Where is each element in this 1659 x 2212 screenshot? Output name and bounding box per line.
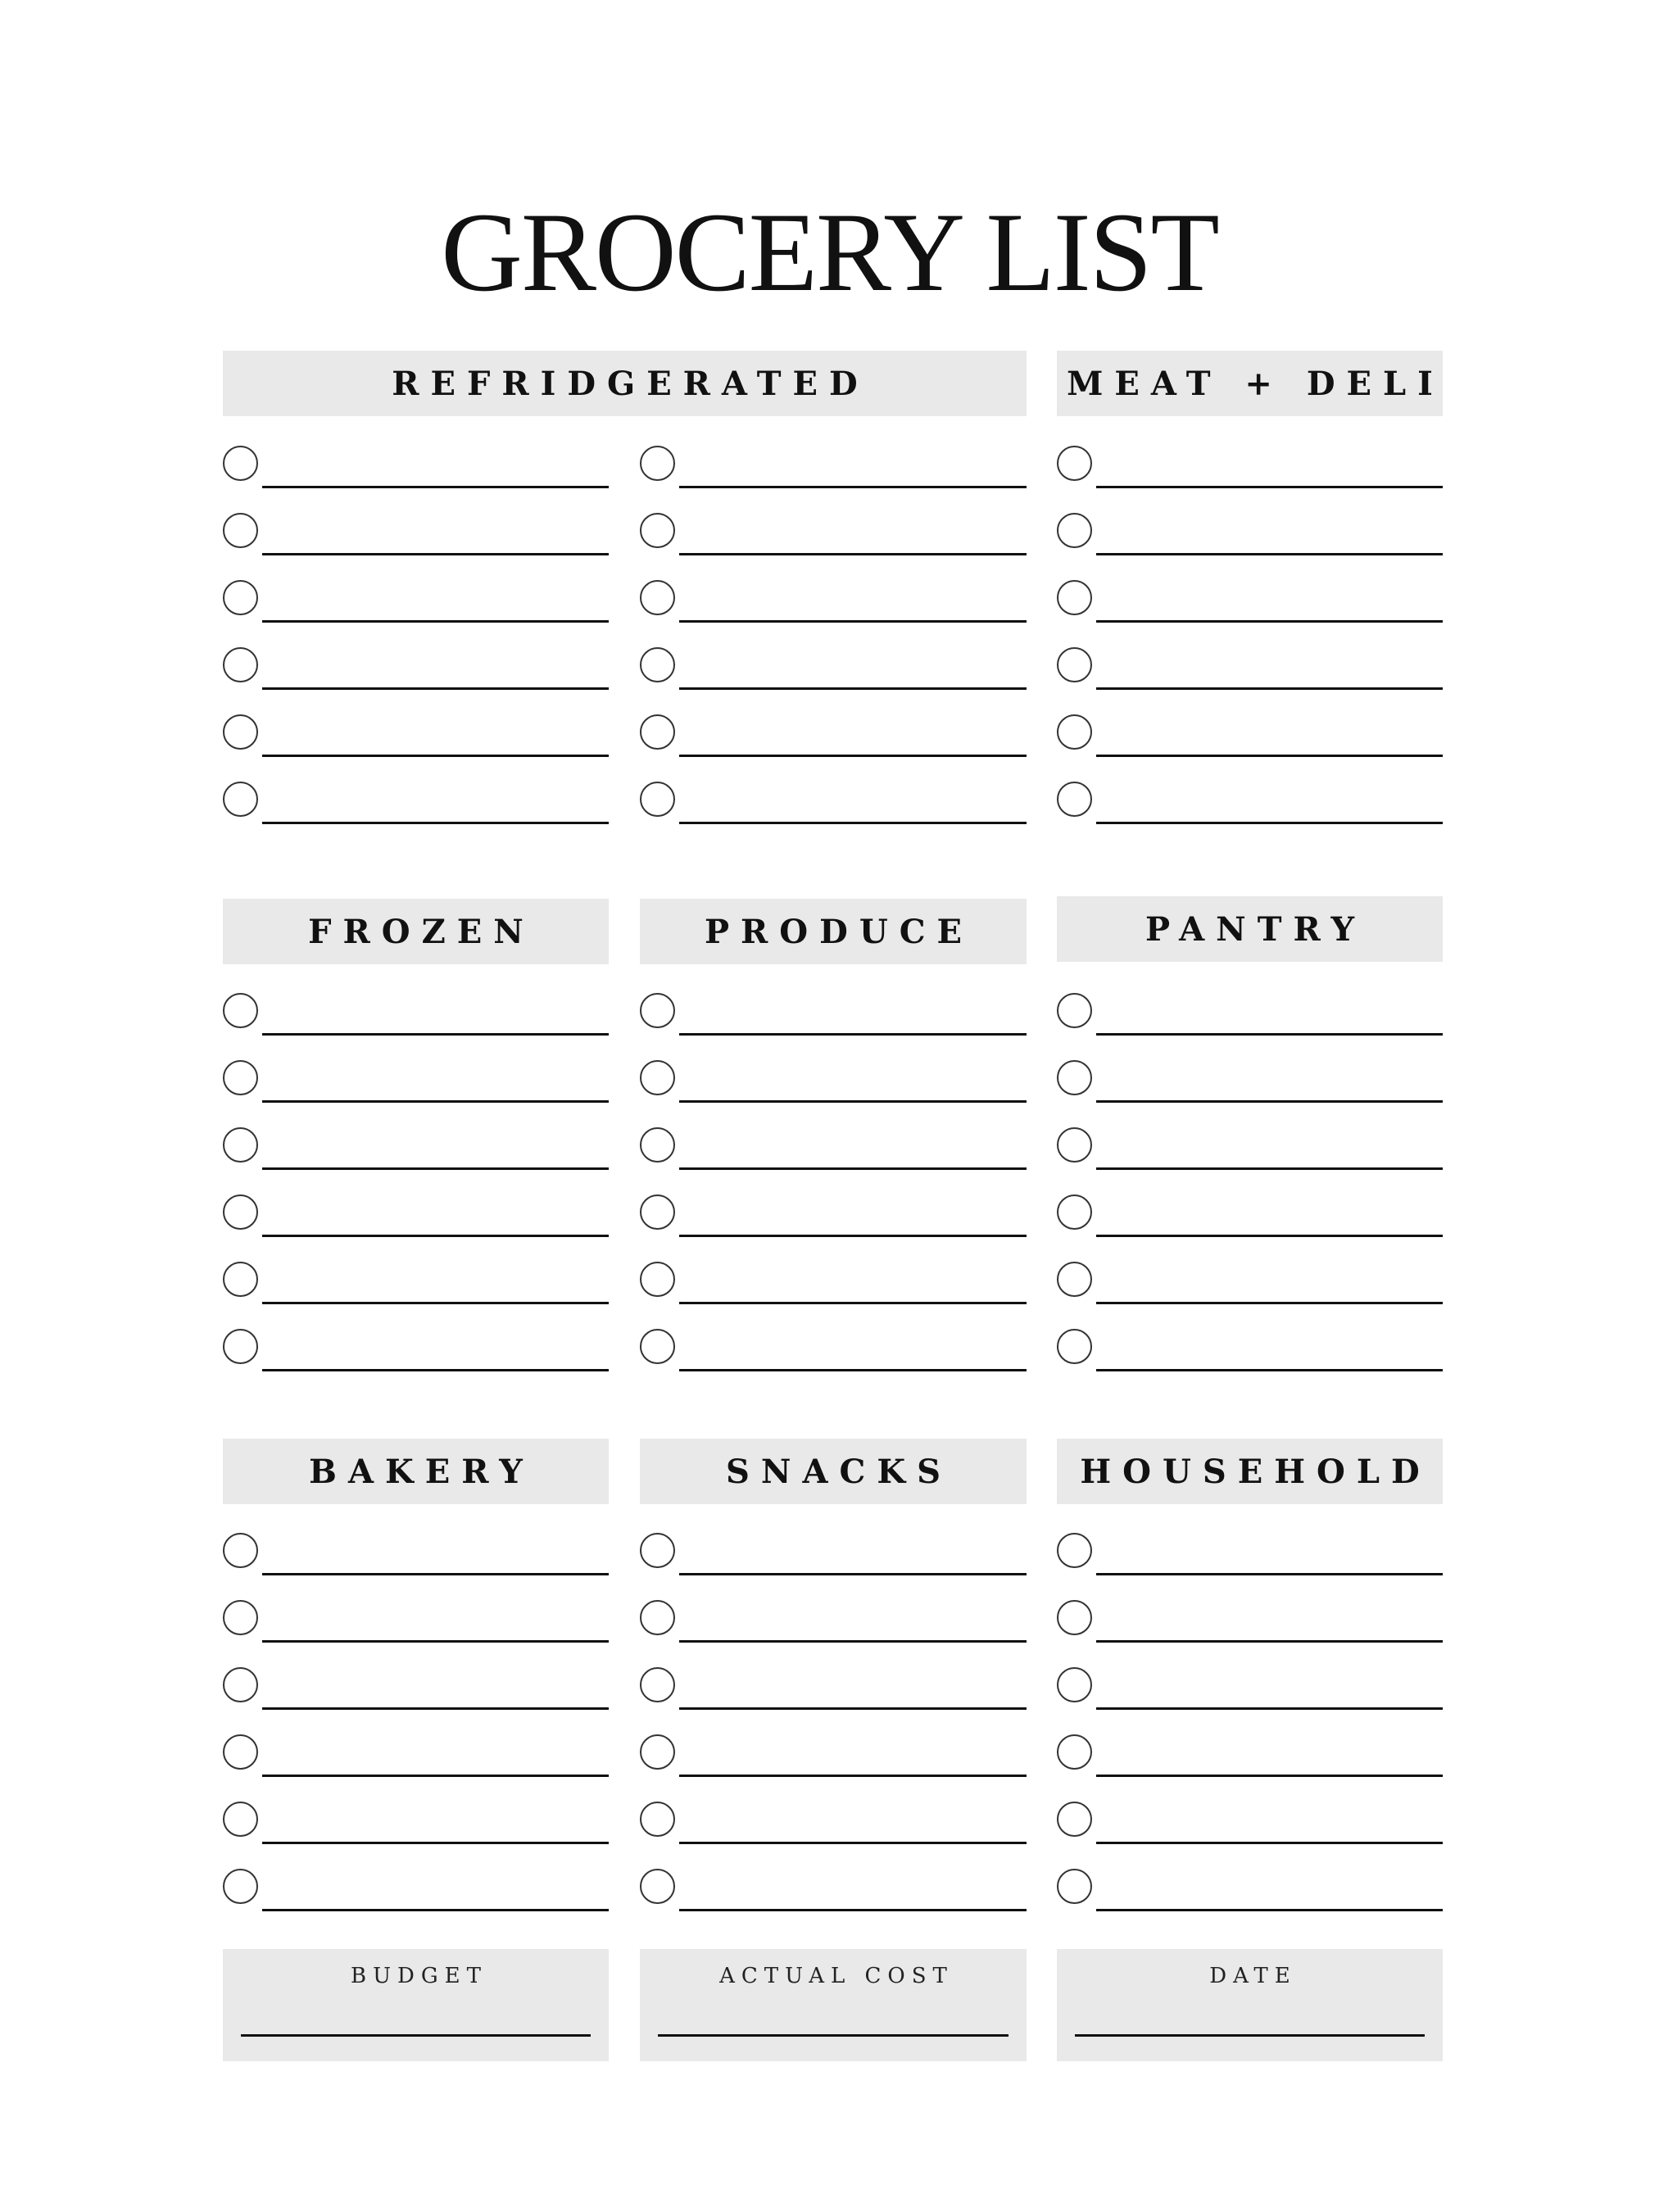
checkbox-circle[interactable]: [223, 1060, 258, 1095]
write-line[interactable]: [262, 822, 609, 824]
write-line[interactable]: [262, 553, 609, 555]
date-label: DATE: [1209, 1964, 1297, 1988]
checkbox-circle[interactable]: [1057, 1194, 1092, 1230]
checkbox-circle[interactable]: [1057, 1127, 1092, 1163]
write-line[interactable]: [262, 755, 609, 757]
write-line[interactable]: [1096, 1707, 1443, 1710]
checklist-item-frozen: [223, 1194, 609, 1237]
checkbox-circle[interactable]: [223, 1734, 258, 1770]
checkbox-circle[interactable]: [1057, 446, 1092, 481]
checkbox-circle[interactable]: [223, 647, 258, 682]
checkbox-circle[interactable]: [1057, 513, 1092, 548]
budget-label: BUDGET: [351, 1964, 487, 1988]
write-line[interactable]: [1096, 1775, 1443, 1777]
write-line[interactable]: [262, 620, 609, 623]
write-line[interactable]: [1096, 1573, 1443, 1575]
checklist-item-bakery: [223, 1533, 609, 1575]
checkbox-circle[interactable]: [1057, 1262, 1092, 1297]
checkbox-circle[interactable]: [1057, 1060, 1092, 1095]
checkbox-circle[interactable]: [640, 1060, 675, 1095]
write-line[interactable]: [1096, 755, 1443, 757]
checklist-item-refrigerated: [223, 446, 609, 488]
write-line[interactable]: [679, 553, 1027, 555]
section-header-frozen: FROZEN: [223, 899, 609, 964]
checkbox-circle[interactable]: [1057, 993, 1092, 1028]
write-line[interactable]: [1096, 1909, 1443, 1911]
budget-write-line[interactable]: [241, 2034, 591, 2037]
checkbox-circle[interactable]: [1057, 1600, 1092, 1635]
checklist-item-frozen: [223, 1329, 609, 1371]
write-line[interactable]: [679, 687, 1027, 690]
write-line[interactable]: [679, 1369, 1027, 1371]
checkbox-circle[interactable]: [640, 714, 675, 750]
actual-cost-label: ACTUAL COST: [719, 1964, 954, 1988]
checkbox-circle[interactable]: [1057, 1802, 1092, 1837]
checkbox-circle[interactable]: [223, 993, 258, 1028]
write-line[interactable]: [262, 1033, 609, 1036]
checkbox-circle[interactable]: [1057, 714, 1092, 750]
checklist-item-household: [1057, 1533, 1443, 1575]
date-write-line[interactable]: [1075, 2034, 1425, 2037]
checklist-item-bakery: [223, 1869, 609, 1911]
checklist-item-snacks: [640, 1869, 1027, 1911]
write-line[interactable]: [679, 1775, 1027, 1777]
checkbox-circle[interactable]: [640, 1329, 675, 1364]
write-line[interactable]: [262, 1775, 609, 1777]
section-header-produce: PRODUCE: [640, 899, 1027, 964]
checkbox-circle[interactable]: [223, 714, 258, 750]
write-line[interactable]: [679, 1167, 1027, 1170]
budget-box: [223, 1949, 609, 2061]
checklist-item-produce: [640, 1329, 1027, 1371]
checklist-item-bakery: [223, 1600, 609, 1643]
checklist-item-snacks: [640, 1667, 1027, 1710]
checkbox-circle[interactable]: [223, 1194, 258, 1230]
write-line[interactable]: [262, 1640, 609, 1643]
write-line[interactable]: [262, 486, 609, 488]
checkbox-circle[interactable]: [640, 993, 675, 1028]
checkbox-circle[interactable]: [1057, 647, 1092, 682]
checkbox-circle[interactable]: [223, 782, 258, 817]
checklist-item-produce: [640, 1127, 1027, 1170]
write-line[interactable]: [1096, 1167, 1443, 1170]
checkbox-circle[interactable]: [223, 446, 258, 481]
date-box: [1057, 1949, 1443, 2061]
section-header-refrigerated: REFRIDGERATED: [223, 351, 1027, 416]
write-line[interactable]: [679, 1302, 1027, 1304]
checkbox-circle[interactable]: [640, 1194, 675, 1230]
checkbox-circle[interactable]: [223, 1600, 258, 1635]
checklist-item-refrigerated: [640, 513, 1027, 555]
checklist-item-refrigerated: [640, 782, 1027, 824]
checklist-item-snacks: [640, 1734, 1027, 1777]
checkbox-circle[interactable]: [223, 1667, 258, 1702]
write-line[interactable]: [679, 1573, 1027, 1575]
checkbox-circle[interactable]: [640, 1667, 675, 1702]
write-line[interactable]: [262, 1167, 609, 1170]
checklist-item-frozen: [223, 1127, 609, 1170]
checkbox-circle[interactable]: [640, 1734, 675, 1770]
write-line[interactable]: [1096, 1842, 1443, 1844]
write-line[interactable]: [262, 1909, 609, 1911]
write-line[interactable]: [679, 1909, 1027, 1911]
checkbox-circle[interactable]: [223, 1869, 258, 1904]
checklist-item-meat-deli: [1057, 714, 1443, 757]
checklist-item-produce: [640, 1262, 1027, 1304]
write-line[interactable]: [679, 1707, 1027, 1710]
checkbox-circle[interactable]: [223, 1127, 258, 1163]
write-line[interactable]: [679, 755, 1027, 757]
checkbox-circle[interactable]: [223, 1262, 258, 1297]
section-header-meat-deli: MEAT + DELI: [1057, 351, 1443, 416]
checklist-item-refrigerated: [223, 714, 609, 757]
checkbox-circle[interactable]: [223, 1802, 258, 1837]
write-line[interactable]: [1096, 553, 1443, 555]
write-line[interactable]: [1096, 620, 1443, 623]
checklist-item-refrigerated: [223, 513, 609, 555]
checklist-item-pantry: [1057, 1329, 1443, 1371]
write-line[interactable]: [1096, 486, 1443, 488]
checklist-item-produce: [640, 1060, 1027, 1103]
write-line[interactable]: [1096, 1640, 1443, 1643]
write-line[interactable]: [262, 1235, 609, 1237]
write-line[interactable]: [262, 687, 609, 690]
checkbox-circle[interactable]: [640, 446, 675, 481]
write-line[interactable]: [262, 1100, 609, 1103]
checklist-item-meat-deli: [1057, 647, 1443, 690]
section-header-household: HOUSEHOLD: [1057, 1439, 1443, 1504]
checkbox-circle[interactable]: [223, 1533, 258, 1568]
checklist-item-refrigerated: [223, 647, 609, 690]
checkbox-circle[interactable]: [640, 580, 675, 615]
write-line[interactable]: [262, 1842, 609, 1844]
checkbox-circle[interactable]: [223, 1329, 258, 1364]
checklist-item-meat-deli: [1057, 446, 1443, 488]
write-line[interactable]: [679, 1235, 1027, 1237]
checkbox-circle[interactable]: [640, 1869, 675, 1904]
write-line[interactable]: [679, 486, 1027, 488]
checklist-item-bakery: [223, 1667, 609, 1710]
checklist-item-household: [1057, 1600, 1443, 1643]
actual-cost-box: [640, 1949, 1027, 2061]
checkbox-circle[interactable]: [223, 580, 258, 615]
checkbox-circle[interactable]: [223, 513, 258, 548]
section-header-pantry: PANTRY: [1057, 896, 1443, 962]
checklist-item-pantry: [1057, 1194, 1443, 1237]
checklist-item-bakery: [223, 1734, 609, 1777]
checklist-item-pantry: [1057, 1262, 1443, 1304]
write-line[interactable]: [1096, 1235, 1443, 1237]
checklist-item-pantry: [1057, 1060, 1443, 1103]
checklist-item-meat-deli: [1057, 782, 1443, 824]
checklist-item-snacks: [640, 1600, 1027, 1643]
checklist-item-produce: [640, 1194, 1027, 1237]
checkbox-circle[interactable]: [640, 1802, 675, 1837]
write-line[interactable]: [679, 822, 1027, 824]
checklist-item-refrigerated: [640, 647, 1027, 690]
checklist-item-household: [1057, 1734, 1443, 1777]
checklist-item-refrigerated: [640, 446, 1027, 488]
checkbox-circle[interactable]: [1057, 1869, 1092, 1904]
checkbox-circle[interactable]: [1057, 782, 1092, 817]
checklist-item-refrigerated: [640, 580, 1027, 623]
checklist-item-household: [1057, 1667, 1443, 1710]
checklist-item-produce: [640, 993, 1027, 1036]
checklist-item-pantry: [1057, 1127, 1443, 1170]
checkbox-circle[interactable]: [1057, 1329, 1092, 1364]
checklist-item-bakery: [223, 1802, 609, 1844]
actual-cost-write-line[interactable]: [658, 2034, 1009, 2037]
write-line[interactable]: [679, 1640, 1027, 1643]
write-line[interactable]: [679, 620, 1027, 623]
write-line[interactable]: [679, 1842, 1027, 1844]
checkbox-circle[interactable]: [1057, 1667, 1092, 1702]
checkbox-circle[interactable]: [640, 513, 675, 548]
checkbox-circle[interactable]: [640, 647, 675, 682]
write-line[interactable]: [1096, 1100, 1443, 1103]
write-line[interactable]: [262, 1573, 609, 1575]
write-line[interactable]: [1096, 1302, 1443, 1304]
write-line[interactable]: [1096, 1033, 1443, 1036]
section-header-bakery: BAKERY: [223, 1439, 609, 1504]
checklist-item-refrigerated: [640, 714, 1027, 757]
write-line[interactable]: [262, 1302, 609, 1304]
checklist-item-snacks: [640, 1533, 1027, 1575]
write-line[interactable]: [262, 1707, 609, 1710]
write-line[interactable]: [679, 1033, 1027, 1036]
write-line[interactable]: [262, 1369, 609, 1371]
checklist-item-frozen: [223, 1262, 609, 1304]
checklist-item-pantry: [1057, 993, 1443, 1036]
checkbox-circle[interactable]: [1057, 1734, 1092, 1770]
write-line[interactable]: [1096, 687, 1443, 690]
write-line[interactable]: [1096, 822, 1443, 824]
checkbox-circle[interactable]: [640, 1127, 675, 1163]
write-line[interactable]: [1096, 1369, 1443, 1371]
checkbox-circle[interactable]: [640, 782, 675, 817]
checklist-item-frozen: [223, 1060, 609, 1103]
checkbox-circle[interactable]: [1057, 1533, 1092, 1568]
checklist-item-household: [1057, 1869, 1443, 1911]
checkbox-circle[interactable]: [1057, 580, 1092, 615]
checklist-item-refrigerated: [223, 782, 609, 824]
checklist-item-household: [1057, 1802, 1443, 1844]
section-header-snacks: SNACKS: [640, 1439, 1027, 1504]
checklist-item-meat-deli: [1057, 513, 1443, 555]
checklist-item-meat-deli: [1057, 580, 1443, 623]
checkbox-circle[interactable]: [640, 1600, 675, 1635]
checkbox-circle[interactable]: [640, 1262, 675, 1297]
checklist-item-refrigerated: [223, 580, 609, 623]
checkbox-circle[interactable]: [640, 1533, 675, 1568]
page-title: GROCERY LIST: [441, 189, 1218, 315]
write-line[interactable]: [679, 1100, 1027, 1103]
checklist-item-snacks: [640, 1802, 1027, 1844]
checklist-item-frozen: [223, 993, 609, 1036]
